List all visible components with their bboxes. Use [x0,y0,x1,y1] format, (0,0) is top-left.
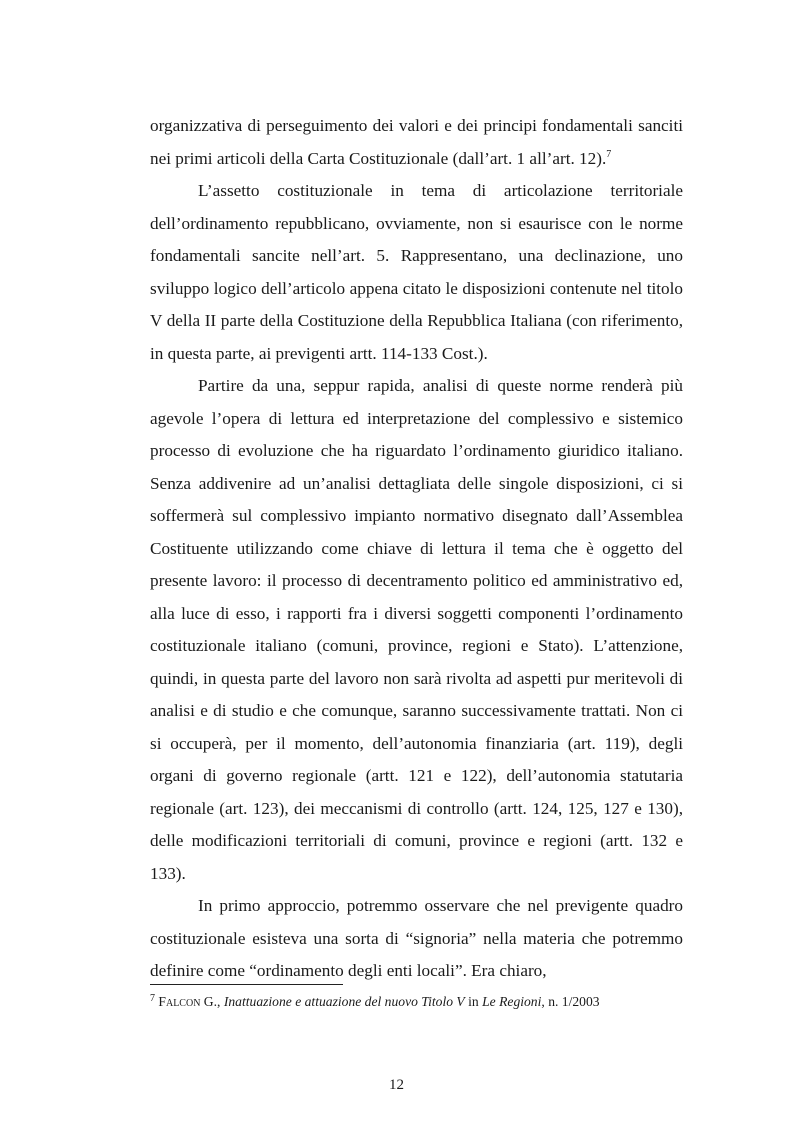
footnote-connector: in [464,994,483,1009]
body-text [150,110,683,988]
paragraph-1 [150,110,683,175]
paragraph-1-text: organizzativa di perseguimento dei valori e dei principi fondamentali sanciti nei primi articoli della Carta Costituzionale (dall’art. 1 all’art. 12). [150,116,683,168]
footnote-issue: , n. 1/2003 [541,994,600,1009]
paragraph-4: In primo approccio, potremmo osservare che nel previgente quadro costituzionale esisteva una sorta di “signoria” nella materia che potremmo definire come “ordinamento degli enti locali”. Era chiaro, [150,896,683,980]
footnote-author: Falcon G., [158,994,221,1009]
footnote-reference[interactable]: 7 [606,148,612,160]
footnote [150,993,683,1011]
paragraph-2: L’assetto costituzionale in tema di articolazione territoriale dell’ordinamento repubblicano, ovviamente, non si esaurisce con le norme fondamentali sancite nell’art. 5. Rappresentano, una declinazione, uno sviluppo logico dell’articolo appena citato le disposizioni contenute nel titolo V della II parte della Costituzione della Repubblica Italiana (con riferimento, in questa parte, ai previgenti artt. 114-133 Cost.). [150,181,683,363]
footnote-separator [150,984,343,985]
paragraph-3: Partire da una, seppur rapida, analisi di queste norme renderà più agevole l’opera di lettura ed interpretazione del complessivo e sistemico processo di evoluzione che ha riguardato l’ordinamento giuridico italiano. Senza addivenire ad un’analisi dettagliata delle singole disposizioni, ci si soffermerà sul complessivo impianto normativo disegnato dall’Assemblea Costituente utilizzando come chiave di lettura il tema che è oggetto del presente lavoro: il processo di decentramento politico ed amministrativo ed, alla luce di esso, i rapporti fra i diversi soggetti componenti l’ordinamento costituzionale italiano (comuni, province, regioni e Stato). L’attenzione, quindi, in questa parte del lavoro non sarà rivolta ad aspetti pur meritevoli di analisi e di studio e che comunque, saranno successivamente trattati. Non ci si occuperà, per il momento, dell’autonomia finanziaria (art. 119), degli organi di governo regionale (artt. 121 e 122), dell’autonomia statutaria regionale (art. 123), dei meccanismi di controllo (artt. 124, 125, 127 e 130), delle modificazioni territoriali di comuni, province e regioni (artt. 132 e 133). [150,376,683,883]
footnote-journal: Le Regioni [482,994,542,1009]
footnote-mark: 7 [150,993,155,1004]
footnote-title: Inattuazione e attuazione del nuovo Titolo V [223,994,465,1009]
page-number: 12 [389,1077,404,1093]
